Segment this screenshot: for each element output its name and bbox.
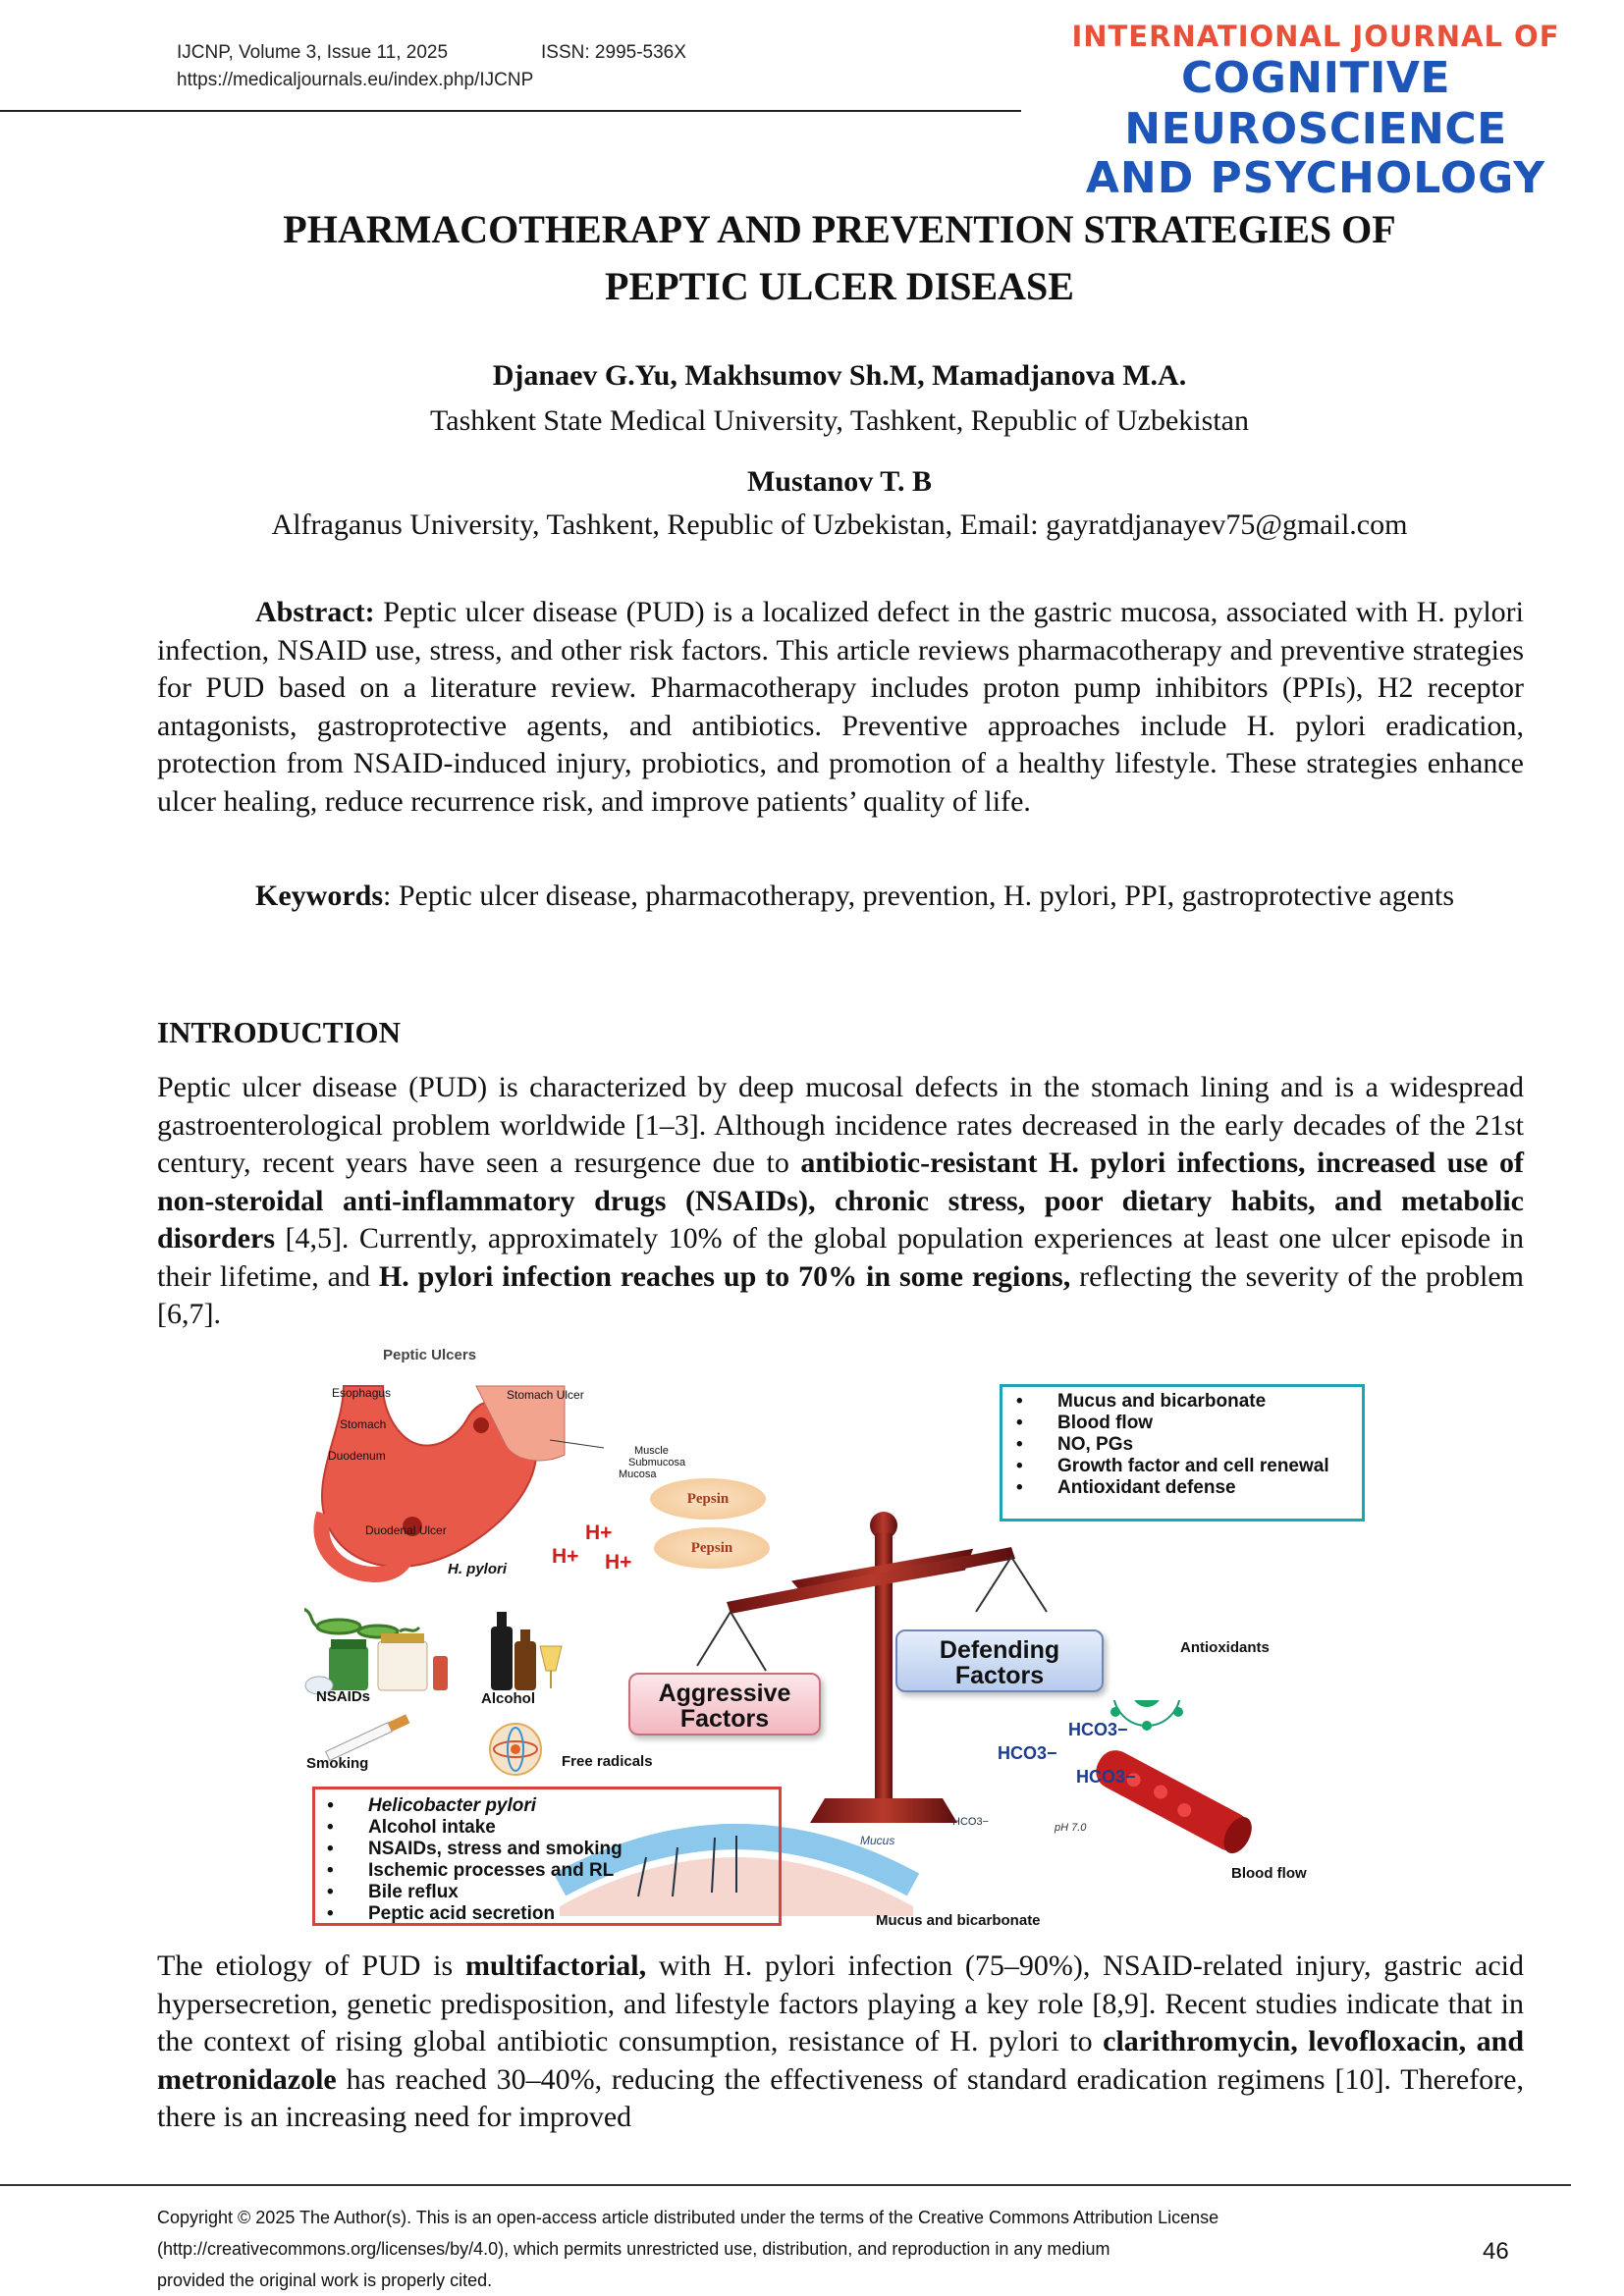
affiliation-primary: Tashkent State Medical University, Tashkent, Republic of Uzbekistan — [430, 404, 1249, 437]
defense-item: • NO, PGs — [1010, 1434, 1352, 1456]
affiliation-secondary: Alfraganus University, Tashkent, Republic of Uzbekistan, Email: gayratdjanayev75@gmail.com — [271, 508, 1408, 541]
label-submucosa: Submucosa — [628, 1457, 686, 1468]
copyright-footer — [157, 2202, 1335, 2296]
label-peptic-ulcers: Peptic Ulcers — [383, 1347, 477, 1363]
defending-factors-label — [895, 1629, 1104, 1692]
keywords — [157, 878, 1524, 916]
hplus-2: H+ — [552, 1545, 579, 1568]
aggressive-label-line2: Factors — [679, 1705, 770, 1733]
h-pylori-bacteria — [304, 1609, 419, 1637]
aggressive-factors-box — [312, 1787, 782, 1926]
defending-factors-box — [1000, 1384, 1365, 1522]
pepsin-pill-1: Pepsin — [650, 1478, 766, 1520]
stomach-ulcer-spot — [473, 1417, 489, 1433]
pepsin-pill-2: Pepsin — [654, 1527, 770, 1569]
blood-vessel-icon — [1090, 1744, 1258, 1858]
aggressive-item: • Bile reflux — [321, 1882, 771, 1903]
intro-p1-bold-b: antibiotic-resistant H. pylori infections, increased use of non-steroidal anti-inflammatory drugs (NSAIDs), chronic stress, poor dietary habits, and metabolic disorders — [157, 1147, 1524, 1255]
label-blood-flow: Blood flow — [1231, 1865, 1307, 1882]
hplus-3: H+ — [605, 1551, 632, 1574]
intro-p1-text-c: [4,5]. Currently, approximately 10% of the global population experiences at least one ulcer episode in their lifetime, and — [157, 1222, 1524, 1293]
header-rule — [0, 110, 1021, 112]
intro-paragraph-1 — [157, 1069, 1524, 1334]
paper-title — [157, 201, 1522, 315]
journal-logo-line3: AND PSYCHOLOGY — [1085, 153, 1546, 203]
intro-p2-text-c: with H. pylori infection (75–90%), NSAID-related injury, gastric acid hypersecretion, genetic predisposition, and lifestyle factors playing a key role [8,9]. Recent studies indicate that in the context of rising global antibiotic consumption, resistance of H. pylori to — [157, 1949, 1524, 2057]
label-muscle: Muscle — [634, 1445, 669, 1457]
hco3-2: HCO3− — [998, 1743, 1057, 1763]
figure-aggressive-defending-factors — [304, 1347, 1394, 1936]
defense-item: • Mucus and bicarbonate — [1010, 1391, 1352, 1413]
abstract-text: Peptic ulcer disease (PUD) is a localized defect in the gastric mucosa, associated with H. pylori infection, NSAID use, stress, and other risk factors. This article reviews pharmacotherapy and preventive strategies for PUD based on a literature review. Pharmacotherapy includes proton pump inhibitors (PPIs), H2 receptor antagonists, gastroprotective agents, and antibiotics. Preventive approaches include H. pylori eradication, protection from NSAID-induced injury, probiotics, and promotion of a healthy lifestyle. These strategies enhance ulcer healing, reduce recurrence risk, and improve patients’ quality of life. — [157, 596, 1525, 818]
label-stomach-ulcer: Stomach Ulcer — [507, 1388, 584, 1402]
defense-item: • Blood flow — [1010, 1413, 1352, 1434]
hco3-1: HCO3− — [1068, 1720, 1128, 1739]
aggressive-item: • NSAIDs, stress and smoking — [321, 1839, 771, 1860]
label-duodenum: Duodenum — [328, 1449, 386, 1463]
page-number: 46 — [1483, 2238, 1509, 2265]
label-h-pylori: H. pylori — [448, 1561, 508, 1577]
intro-paragraph-2 — [157, 1948, 1524, 2137]
intro-p2-text-e: has reached 30–40%, reducing the effectiveness of standard eradication regimens [10]. Therefore, there is an increasing need for improved — [157, 2062, 1524, 2133]
label-mucus-bicarbonate: Mucus and bicarbonate — [876, 1912, 1041, 1929]
intro-p1-bold-d: H. pylori infection reaches up to 70% in some regions, — [378, 1259, 1071, 1293]
label-mucosa: Mucosa — [619, 1468, 657, 1480]
aggressive-item: • Helicobacter pylori — [321, 1795, 771, 1817]
label-ph: pH 7.0 — [1055, 1822, 1087, 1834]
footer-line-2[interactable]: (http://creativecommons.org/licenses/by/4.0), which permits unrestricted use, distribution, and reproduction in any medium — [157, 2239, 1110, 2259]
label-free-radicals: Free radicals — [562, 1753, 653, 1770]
aggressive-item: • Alcohol intake — [321, 1817, 771, 1839]
intro-p2-text-a: The etiology of PUD is — [157, 1949, 465, 1982]
authors-primary: Djanaev G.Yu, Makhsumov Sh.M, Mamadjanova M.A. — [492, 359, 1187, 392]
authors-secondary: Mustanov T. B — [746, 465, 933, 498]
running-header — [177, 39, 686, 94]
journal-logo — [1021, 20, 1610, 202]
aggressive-item: • Ischemic processes and RL — [321, 1860, 771, 1882]
issn: ISSN: 2995-536X — [541, 42, 686, 63]
footer-line-1: Copyright © 2025 The Author(s). This is an open-access article distributed under the terms of the Creative Commons Attribution License — [157, 2208, 1219, 2227]
free-radical-icon — [490, 1724, 541, 1775]
label-alcohol: Alcohol — [481, 1690, 535, 1707]
footer-line-3: provided the original work is properly cited. — [157, 2270, 493, 2290]
label-mucus-small: Mucus — [860, 1834, 895, 1847]
defense-item: • Antioxidant defense — [1010, 1477, 1352, 1499]
alcohol-bottles — [491, 1612, 562, 1690]
intro-p1-text-a: Peptic ulcer disease (PUD) is characterized by deep mucosal defects in the stomach lining and is a widespread gastroenterological problem worldwide [1–3]. Although incidence rates decreased in the early decades of the 21st century, recent years have seen a resurgence due to — [157, 1071, 1524, 1179]
label-nsaids: NSAIDs — [316, 1688, 371, 1705]
section-heading-introduction: INTRODUCTION — [157, 1015, 402, 1049]
label-smoking: Smoking — [306, 1755, 369, 1772]
abstract-label: Abstract: — [255, 596, 375, 628]
defending-label-line1: Defending — [939, 1636, 1060, 1664]
title-line-1: PHARMACOTHERAPY AND PREVENTION STRATEGIES OF — [283, 207, 1396, 251]
cigarette-icon — [326, 1714, 410, 1760]
label-stomach: Stomach — [340, 1417, 387, 1431]
abstract — [157, 594, 1524, 821]
aggressive-factors-label — [628, 1673, 821, 1735]
nsaid-bottles — [305, 1633, 448, 1694]
keywords-text: : Peptic ulcer disease, pharmacotherapy, prevention, H. pylori, PPI, gastroprotective agents — [383, 880, 1455, 912]
citation: IJCNP, Volume 3, Issue 11, 2025 — [177, 42, 449, 63]
defending-label-line2: Factors — [954, 1662, 1045, 1689]
hco3-3: HCO3− — [1076, 1767, 1136, 1787]
journal-url[interactable]: https://medicaljournals.eu/index.php/IJCNP — [177, 70, 534, 90]
keywords-label: Keywords — [255, 880, 383, 912]
intro-p2-bold-b: multifactorial, — [464, 1949, 647, 1982]
aggressive-label-line1: Aggressive — [658, 1680, 791, 1707]
aggressive-item: • Peptic acid secretion — [321, 1903, 771, 1925]
intro-p2-bold-d: clarithromycin, levofloxacin, and metronidazole — [157, 2025, 1525, 2096]
footer-rule — [0, 2184, 1571, 2186]
journal-logo-line1: INTERNATIONAL JOURNAL OF — [1071, 20, 1560, 53]
label-hco3-small: HCO3− — [952, 1816, 989, 1828]
hplus-1: H+ — [585, 1522, 613, 1544]
label-duodenal-ulcer: Duodenal Ulcer — [365, 1523, 447, 1537]
journal-logo-line2: COGNITIVE NEUROSCIENCE — [1124, 53, 1507, 154]
title-line-2: PEPTIC ULCER DISEASE — [605, 264, 1074, 308]
label-esophagus: Esophagus — [332, 1386, 392, 1400]
intro-p1-text-e: reflecting the severity of the problem [6,7]. — [157, 1259, 1524, 1330]
label-antioxidants: Antioxidants — [1180, 1639, 1270, 1656]
defense-item: • Growth factor and cell renewal — [1010, 1456, 1352, 1477]
